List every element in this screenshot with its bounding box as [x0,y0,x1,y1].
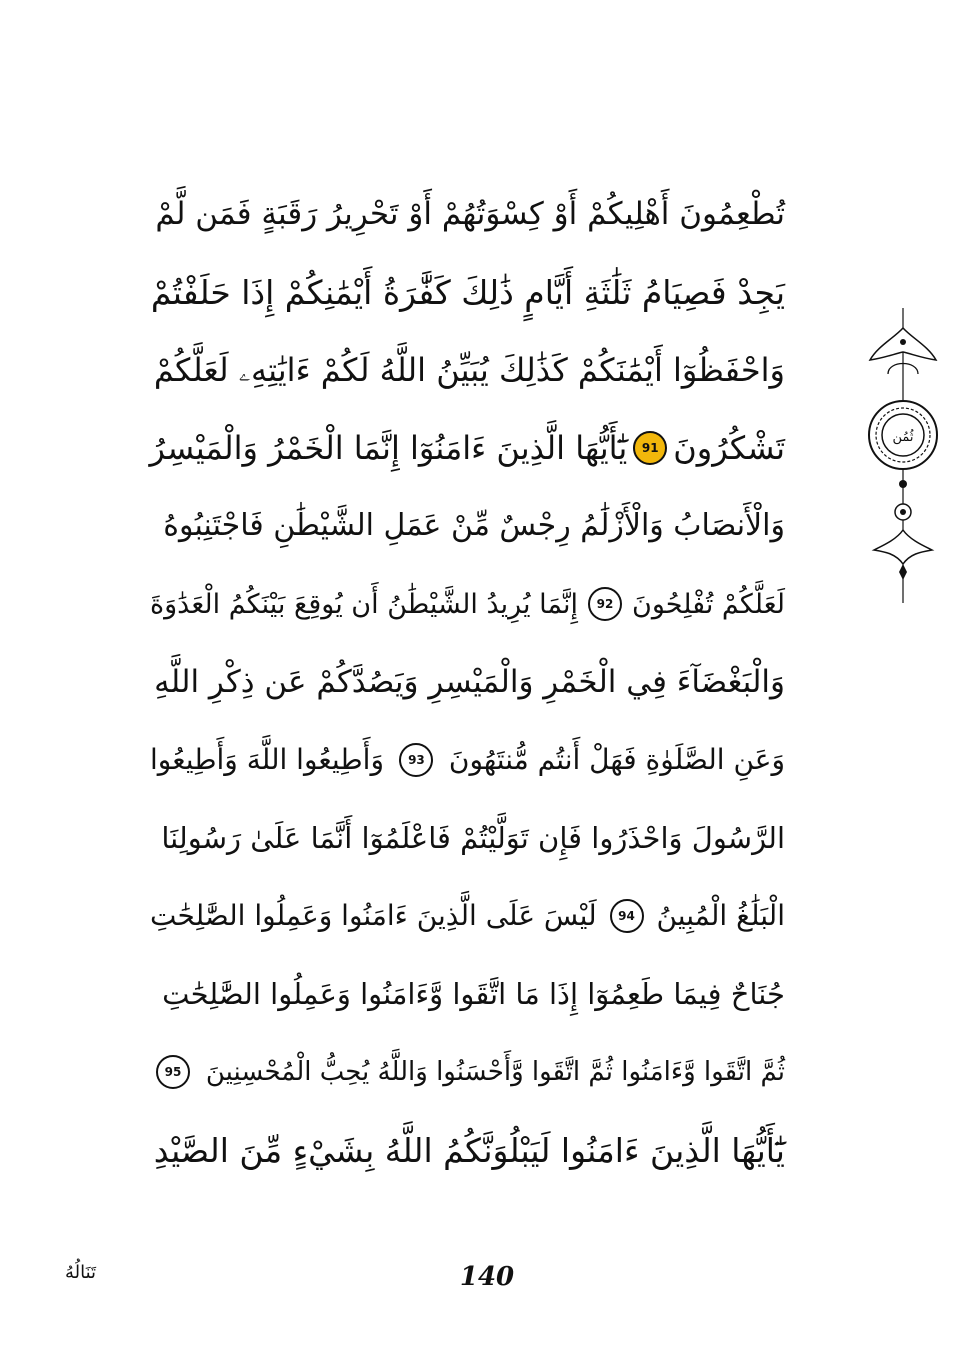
verse-text: وَالْأَنصَابُ وَالْأَزْلَٰمُ رِجْسٌ مِّنْ عَمَلِ الشَّيْطَٰنِ فَاجْتَنِبُوهُ [163,508,785,543]
thumn-label: ثُمُن [892,430,914,445]
text-line [150,799,785,877]
page-number: 140 [459,1262,515,1292]
text-line [150,487,785,565]
text-line [150,877,785,955]
verse-text: وَالْبَغْضَآءَ فِي الْخَمْرِ وَالْمَيْسِرِ وَيَصُدَّكُمْ عَن ذِكْرِ اللَّهِ [154,663,785,700]
text-line [150,409,785,487]
verse-text: إِنَّمَا يُرِيدُ الشَّيْطَٰنُ أَن يُوقِعَ بَيْنَكُمُ الْعَدَٰوَةَ [150,588,578,620]
text-line [150,721,785,799]
verse-text: يَجِدْ فَصِيَامُ ثَلَٰثَةِ أَيَّامٍ ذَٰلِكَ كَفَّٰرَةُ أَيْمَٰنِكُمْ إِذَا حَلَفْتُمْ [150,272,785,312]
thumn-margin-ornament-icon [866,308,940,603]
text-line [150,331,785,409]
verse-text: وَاحْفَظُوٓا أَيْمَٰنَكُمْ كَذَٰلِكَ يُبَيِّنُ اللَّهُ لَكُمْ ءَايَٰتِهِۦ لَعَلَّكُمْ [153,351,785,389]
verse-text: لَيْسَ عَلَى الَّذِينَ ءَامَنُوا وَعَمِلُوا الصَّٰلِحَٰتِ [150,899,597,932]
verse-text: يَٰٓأَيُّهَا الَّذِينَ ءَامَنُوٓا إِنَّمَا الْخَمْرُ وَالْمَيْسِرُ [149,429,628,467]
verse-text: ثُمَّ اتَّقَوا وَّءَامَنُوا ثُمَّ اتَّقَوا وَّأَحْسَنُوا وَاللَّهُ يُحِبُّ الْمُحْسِنِينَ [205,1057,785,1087]
text-line [150,1111,785,1189]
ayah-number-marker: 93 [399,743,433,777]
verse-text: وَأَطِيعُوا اللَّهَ وَأَطِيعُوا [150,743,384,776]
quran-text-block [150,175,785,1189]
ayah-number-marker: 95 [156,1055,190,1089]
verse-text: وَعَنِ الصَّلَوٰةِ فَهَلْ أَنتُم مُّنتَهُونَ [448,743,785,776]
verse-text: لَعَلَّكُمْ تُفْلِحُونَ [632,588,785,620]
ayah-number-marker: 92 [588,587,622,621]
verse-text: جُنَاحٌ فِيمَا طَعِمُوٓا إِذَا مَا اتَّقَوا وَّءَامَنُوا وَعَمِلُوا الصَّٰلِحَٰتِ [162,976,785,1011]
catchword: تَنَالُهُ [65,1262,97,1283]
verse-text: تُطْعِمُونَ أَهْلِيكُمْ أَوْ كِسْوَتُهُمْ أَوْ تَحْرِيرُ رَقَبَةٍ فَمَن لَّمْ [155,195,785,232]
verse-text: يَٰٓأَيُّهَا الَّذِينَ ءَامَنُوا لَيَبْلُوَنَّكُمُ اللَّهُ بِشَيْءٍ مِّنَ الصَّيْدِ [153,1130,785,1170]
text-line [150,565,785,643]
verse-text: الْبَلَٰغُ الْمُبِينُ [656,899,785,932]
text-line [150,1033,785,1111]
text-line [150,253,785,331]
text-line [150,643,785,721]
ayah-number-marker: 94 [610,899,644,933]
text-line [150,175,785,253]
verse-text: الرَّسُولَ وَاحْذَرُوا فَإِن تَوَلَّيْتُمْ فَاعْلَمُوٓا أَنَّمَا عَلَىٰ رَسُولِنَا [161,820,785,855]
ayah-number-marker: 91 [633,431,667,465]
text-line [150,955,785,1033]
verse-text: تَشْكُرُونَ [673,429,785,467]
